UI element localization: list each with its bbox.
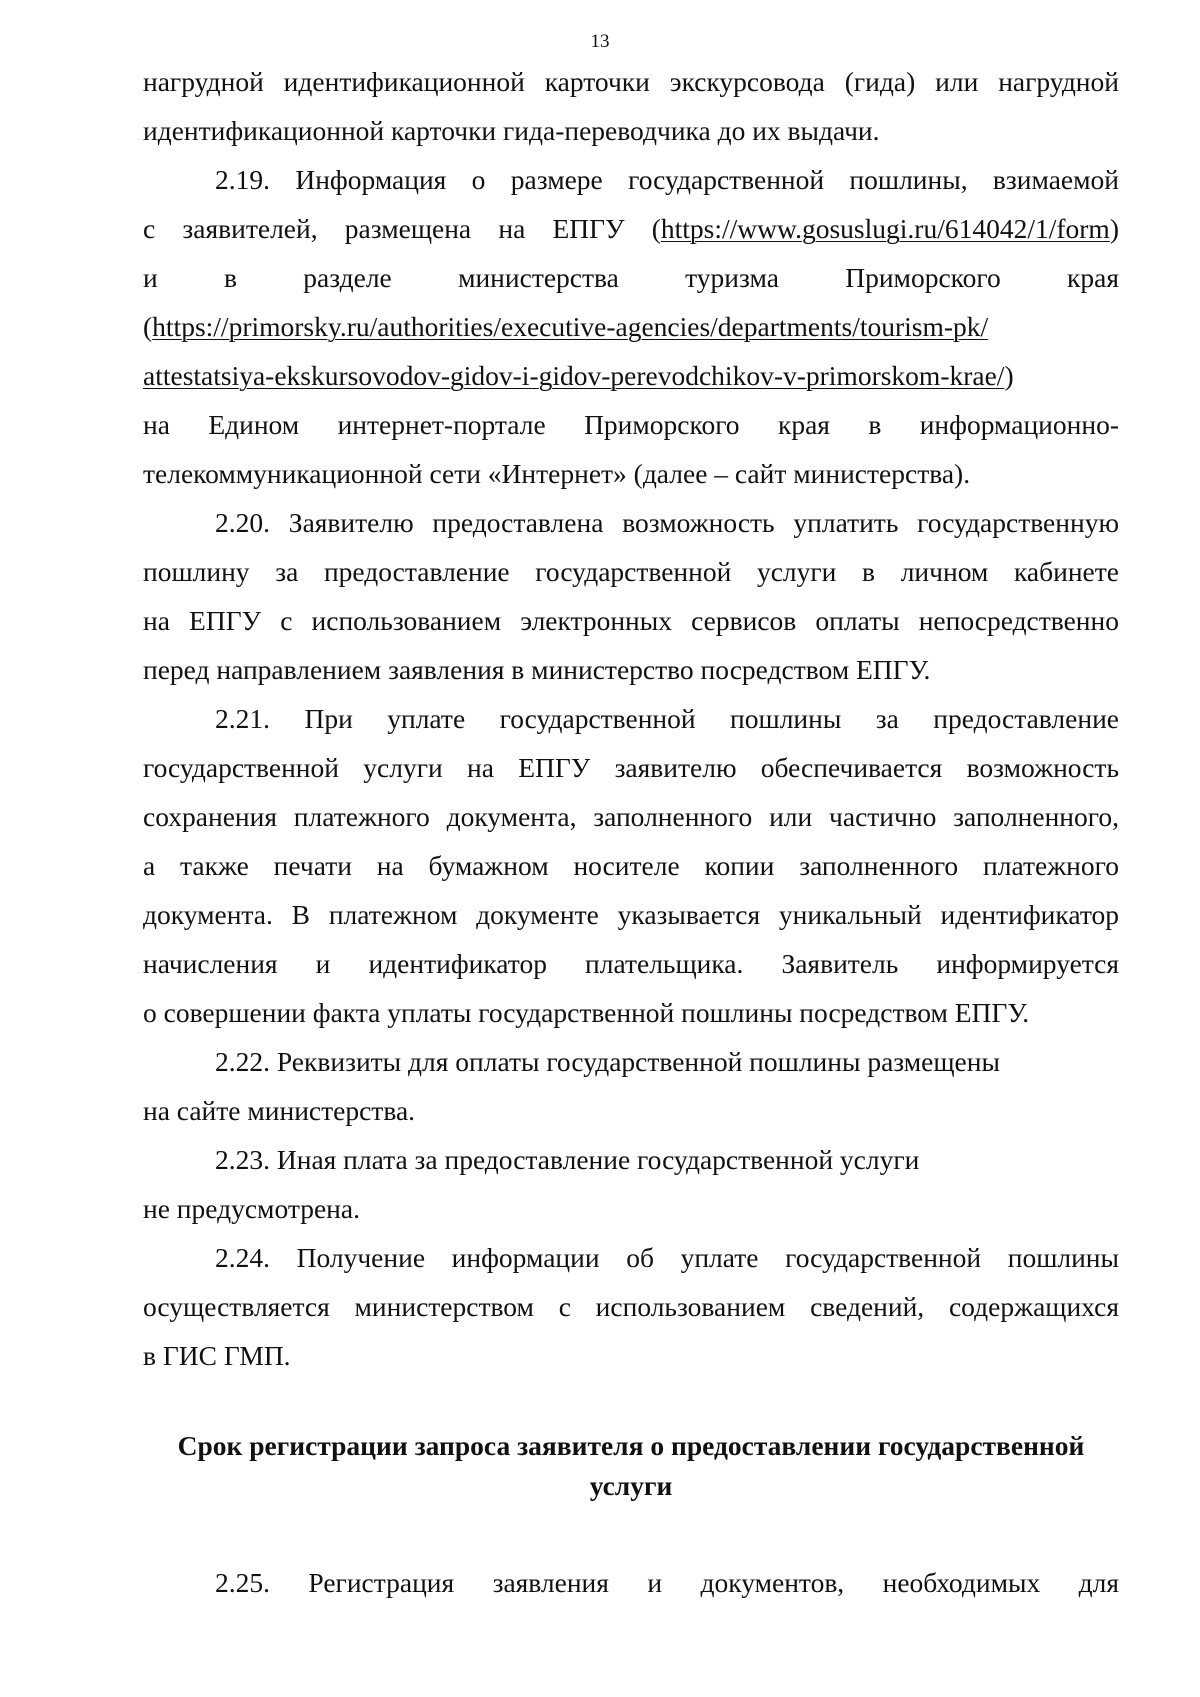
text-line: 2.23. Иная плата за предоставление государственной услуги bbox=[215, 1144, 920, 1175]
paragraph-2-25 bbox=[143, 1558, 1119, 1607]
text-line: 2.20. Заявителю предоставлена возможность уплатить государственную bbox=[215, 507, 1119, 538]
text-line: в ГИС ГМП. bbox=[143, 1340, 291, 1371]
paragraph-continuation bbox=[143, 57, 1119, 155]
text-line: 2.22. Реквизиты для оплаты государственной пошлины размещены bbox=[215, 1046, 1000, 1077]
text-line: на ЕПГУ с использованием электронных сервисов оплаты непосредственно bbox=[143, 605, 1119, 636]
primorsky-link-part-2[interactable]: attestatsiya-ekskursovodov-gidov-i-gidov-perevodchikov-v-primorskom-krae/ bbox=[143, 360, 1005, 391]
text-fragment: с заявителей, размещена на ЕПГУ ( bbox=[143, 213, 661, 244]
text-line: и в разделе министерства туризма Приморского края bbox=[143, 262, 1119, 293]
text-line: идентификационной карточки гида-переводчика до их выдачи. bbox=[143, 115, 880, 146]
text-line: не предусмотрена. bbox=[143, 1193, 360, 1224]
text-line: нагрудной идентификационной карточки экскурсовода (гида) или нагрудной bbox=[143, 66, 1119, 97]
text-line: перед направлением заявления в министерство посредством ЕПГУ. bbox=[143, 654, 931, 685]
text-line: а также печати на бумажном носителе копии заполненного платежного bbox=[143, 850, 1119, 881]
text-line: 2.25. Регистрация заявления и документов, необходимых для bbox=[215, 1567, 1119, 1598]
text-line: документа. В платежном документе указывается уникальный идентификатор bbox=[143, 899, 1119, 930]
text-line: на сайте министерства. bbox=[143, 1095, 416, 1126]
text-line: 2.19. Информация о размере государственной пошлины, взимаемой bbox=[215, 164, 1119, 195]
text-line: пошлину за предоставление государственной услуги в личном кабинете bbox=[143, 556, 1119, 587]
paragraph-2-24 bbox=[143, 1233, 1119, 1380]
text-line: телекоммуникационной сети «Интернет» (далее – сайт министерства). bbox=[143, 458, 971, 489]
text-line bbox=[143, 204, 1119, 253]
primorsky-link-part-1[interactable]: https://primorsky.ru/authorities/executive-agencies/departments/tourism-pk/ bbox=[152, 311, 989, 342]
heading-line: Срок регистрации запроса заявителя о предоставлении государственной bbox=[177, 1430, 1085, 1461]
paragraph-2-22 bbox=[143, 1037, 1119, 1135]
text-line bbox=[143, 351, 1119, 400]
text-line: на Едином интернет-портале Приморского края в информационно- bbox=[143, 409, 1119, 440]
text-line: начисления и идентификатор плательщика. Заявитель информируется bbox=[143, 948, 1119, 979]
gosuslugi-link[interactable]: https://www.gosuslugi.ru/614042/1/form bbox=[660, 213, 1110, 244]
text-line: государственной услуги на ЕПГУ заявителю обеспечивается возможность bbox=[143, 752, 1119, 783]
text-line: 2.21. При уплате государственной пошлины за предоставление bbox=[215, 703, 1119, 734]
document-body bbox=[143, 57, 1119, 1380]
text-line: осуществляется министерством с использованием сведений, содержащихся bbox=[143, 1291, 1119, 1322]
text-fragment: ) bbox=[1109, 213, 1119, 244]
paragraph-2-21 bbox=[143, 694, 1119, 1037]
section-heading bbox=[143, 1426, 1119, 1506]
text-line: 2.24. Получение информации об уплате государственной пошлины bbox=[215, 1242, 1119, 1273]
paragraph-2-19 bbox=[143, 155, 1119, 498]
text-line bbox=[143, 302, 1119, 351]
paragraph-2-20 bbox=[143, 498, 1119, 694]
text-fragment: ( bbox=[143, 311, 153, 342]
paragraph-2-23 bbox=[143, 1135, 1119, 1233]
text-line: о совершении факта уплаты государственной пошлины посредством ЕПГУ. bbox=[143, 997, 1030, 1028]
text-line: сохранения платежного документа, заполненного или частично заполненного, bbox=[143, 801, 1119, 832]
text-fragment: ) bbox=[1004, 360, 1014, 391]
heading-line: услуги bbox=[589, 1470, 673, 1501]
page-number: 13 bbox=[590, 31, 610, 52]
